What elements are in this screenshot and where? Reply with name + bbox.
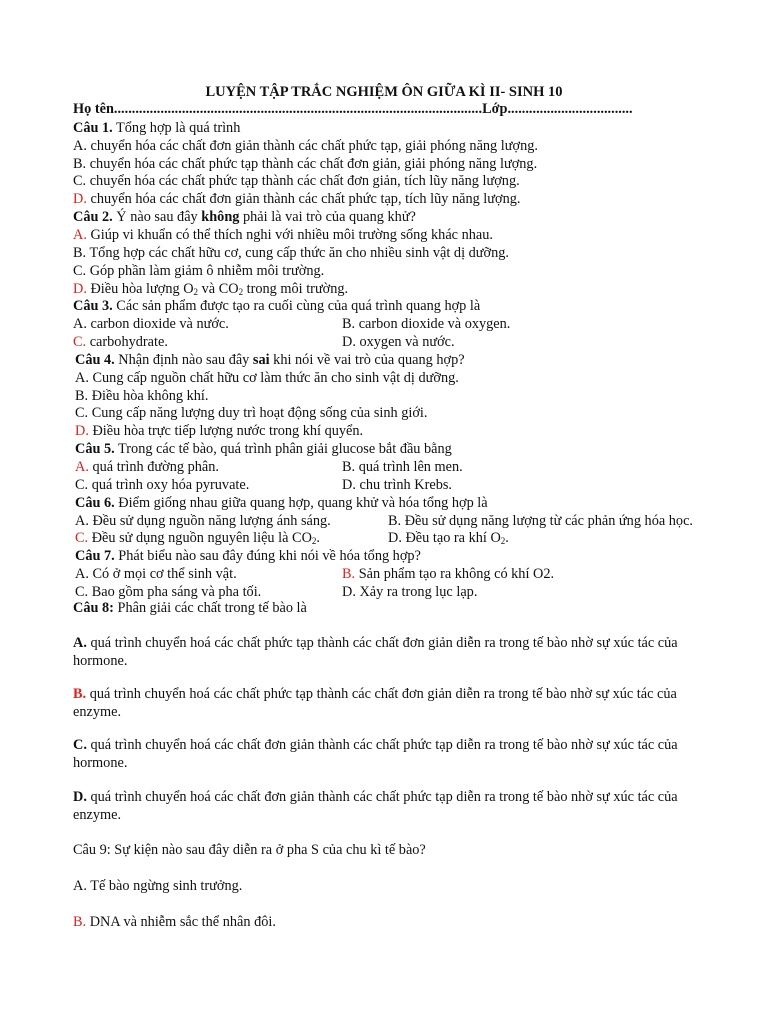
q1-option-b — [73, 156, 537, 173]
text-segment: B. — [73, 156, 87, 172]
q8-option-c-cont: hormone. — [73, 755, 128, 771]
q7-option-d — [342, 584, 477, 601]
subscript-text: 2 — [238, 287, 244, 297]
q8-option-d-cont: enzyme. — [73, 807, 122, 823]
text-segment: quá trình chuyển hoá các chất đơn giản thành các chất phức tạp diễn ra trong tế bào nhờ sự xúc tác của — [86, 737, 678, 753]
text-segment: A. — [73, 316, 87, 332]
text-segment: Đều sử dụng nguồn nguyên liệu là CO — [88, 530, 312, 546]
text-segment: Câu 5. — [75, 441, 115, 457]
text-segment: D. — [73, 191, 87, 207]
text-segment: B. — [388, 513, 402, 529]
text-segment: Tổng hợp là quá trình — [112, 120, 241, 136]
q7-option-b — [342, 566, 554, 583]
q8-option-a — [73, 635, 678, 652]
text-segment: Điều hòa lượng O — [86, 281, 194, 297]
text-segment: C. — [73, 263, 87, 279]
question-1 — [73, 120, 240, 137]
subscript-text: 2 — [500, 536, 506, 546]
text-segment: Trong các tế bào, quá trình phân giải glucose bắt đầu bằng — [114, 441, 452, 457]
text-segment: D. — [342, 584, 356, 600]
text-segment: Sản phẩm tạo ra không có khí O2. — [355, 566, 555, 582]
text-segment: Câu 6. — [75, 495, 115, 511]
subscript-text: 2 — [193, 287, 199, 297]
text-segment: chuyển hóa các chất đơn giản thành các chất phức tạp, giải phóng năng lượng. — [86, 138, 538, 154]
q1-option-c — [73, 173, 520, 190]
text-segment: chuyển hóa các chất phức tạp thành các chất đơn giản, tích lũy năng lượng. — [86, 173, 520, 189]
text-segment: C. — [75, 477, 89, 493]
q4-option-b — [75, 388, 208, 405]
text-segment: C. — [75, 405, 89, 421]
q8-option-b — [73, 686, 677, 703]
text-segment: Câu 1. — [73, 120, 113, 136]
text-segment: C. — [75, 584, 89, 600]
text-segment: Cung cấp năng lượng duy trì hoạt động sống của sinh giới. — [88, 405, 428, 421]
q2-option-b — [73, 245, 509, 262]
q3-option-d — [342, 334, 455, 351]
text-segment: không — [201, 209, 240, 225]
text-segment: Có ở mọi cơ thể sinh vật. — [88, 566, 237, 582]
text-segment: Các sản phẩm được tạo ra cuối cùng của quá trình quang hợp là — [112, 298, 481, 314]
text-segment: B. — [73, 914, 87, 930]
text-segment: Điểm giống nhau giữa quang hợp, quang khử và hóa tổng hợp là — [114, 495, 488, 511]
subscript-text: 2 — [311, 536, 317, 546]
question-9: Câu 9: Sự kiện nào sau đây diễn ra ở pha S của chu kì tế bào? — [73, 842, 426, 858]
text-segment: A. — [73, 227, 87, 243]
q3-option-b — [342, 316, 510, 333]
q9-option-a — [73, 878, 242, 895]
text-segment: Phân giải các chất trong tế bào là — [113, 600, 307, 616]
text-segment: D. — [75, 423, 89, 439]
q2-option-a — [73, 227, 493, 244]
text-segment: chuyển hóa các chất phức tạp thành các chất đơn giản, giải phóng năng lượng. — [86, 156, 538, 172]
question-2 — [73, 209, 416, 226]
text-segment: Câu 7. — [75, 548, 115, 564]
q2-option-d — [73, 281, 348, 298]
text-segment: A. — [73, 878, 87, 894]
question-3 — [73, 298, 480, 315]
text-segment: B. — [73, 245, 87, 261]
text-segment: quá trình chuyển hoá các chất đơn giản thành các chất phức tạp diễn ra trong tế bào nhờ sự xúc tác của — [86, 789, 678, 805]
q6-option-d — [388, 530, 509, 547]
text-segment: B. — [342, 566, 356, 582]
text-segment: D. — [342, 334, 356, 350]
class-field[interactable]: ................................... — [507, 101, 633, 117]
question-5 — [75, 441, 452, 458]
text-segment: C. — [73, 173, 87, 189]
text-segment: khi nói về vai trò của quang hợp? — [269, 352, 465, 368]
text-segment: C. — [75, 530, 89, 546]
text-segment: B. — [342, 459, 356, 475]
q4-option-c — [75, 405, 427, 422]
q9-option-b — [73, 914, 276, 931]
q2-option-c — [73, 263, 324, 280]
name-line — [73, 101, 633, 118]
text-segment: A. — [73, 138, 87, 154]
q7-option-c — [75, 584, 261, 601]
text-segment: D. — [73, 281, 87, 297]
text-segment: DNA và nhiễm sắc thể nhân đôi. — [86, 914, 276, 930]
text-segment: Câu 3. — [73, 298, 113, 314]
q4-option-d — [75, 423, 363, 440]
text-segment: A. — [75, 513, 89, 529]
text-segment: Góp phần làm giảm ô nhiễm môi trường. — [86, 263, 325, 279]
text-segment: sai — [252, 352, 270, 368]
text-segment: Đều tạo ra khí O — [401, 530, 501, 546]
text-segment: Bao gồm pha sáng và pha tối. — [88, 584, 262, 600]
text-segment: chu trình Krebs. — [355, 477, 452, 493]
text-segment: quá trình chuyển hoá các chất phức tạp thành các chất đơn giản diễn ra trong tế bào nhờ sự xúc tác của — [86, 686, 677, 702]
q6-option-c — [75, 530, 320, 547]
q1-option-a — [73, 138, 538, 155]
text-segment: carbon dioxide và nước. — [86, 316, 229, 332]
text-segment: Câu 2. — [73, 209, 113, 225]
text-segment: A. — [75, 370, 89, 386]
name-label: Họ tên — [73, 101, 114, 117]
question-4 — [75, 352, 465, 369]
text-segment: Nhận định nào sau đây — [114, 352, 253, 368]
text-segment: Đều sử dụng nguồn năng lượng ánh sáng. — [88, 513, 331, 529]
text-segment: Câu 4. — [75, 352, 115, 368]
text-segment: Cung cấp nguồn chất hữu cơ làm thức ăn cho sinh vật dị dưỡng. — [88, 370, 459, 386]
text-segment: B. — [75, 388, 89, 404]
q6-option-a — [75, 513, 331, 530]
text-segment: quá trình chuyển hoá các chất phức tạp thành các chất đơn giản diễn ra trong tế bào nhờ sự xúc tác của — [86, 635, 678, 651]
page-title: LUYỆN TẬP TRẮC NGHIỆM ÔN GIỮA KÌ II- SINH 10 — [205, 84, 563, 100]
q8-option-a-cont: hormone. — [73, 653, 128, 669]
text-segment: Tổng hợp các chất hữu cơ, cung cấp thức ăn cho nhiều sinh vật dị dưỡng. — [86, 245, 509, 261]
q8-option-d — [73, 789, 678, 806]
text-segment: B. — [73, 686, 87, 702]
text-segment: Điều hòa không khí. — [88, 388, 209, 404]
q6-option-b — [388, 513, 693, 530]
text-segment: Điều hòa trực tiếp lượng nước trong khí quyển. — [88, 423, 364, 439]
text-segment: Đều sử dụng năng lượng từ các phản ứng hóa học. — [401, 513, 693, 529]
q3-option-a — [73, 316, 229, 333]
text-segment: Phát biểu nào sau đây đúng khi nói về hóa tổng hợp? — [114, 548, 421, 564]
q8-option-b-cont: enzyme. — [73, 704, 122, 720]
q4-option-a — [75, 370, 459, 387]
text-segment: phải là vai trò của quang khử? — [239, 209, 416, 225]
class-label: Lớp — [482, 101, 508, 117]
text-segment: quá trình lên men. — [355, 459, 463, 475]
text-segment: . — [505, 530, 509, 546]
text-segment: chuyển hóa các chất đơn giản thành các chất phức tạp, tích lũy năng lượng. — [86, 191, 521, 207]
question-7 — [75, 548, 421, 565]
q5-option-b — [342, 459, 463, 476]
name-field[interactable]: ....................................................................................................... — [113, 101, 483, 117]
q5-option-d — [342, 477, 452, 494]
text-segment: quá trình oxy hóa pyruvate. — [88, 477, 250, 493]
q1-option-d — [73, 191, 520, 208]
text-segment: C. — [73, 737, 87, 753]
q7-option-a — [75, 566, 237, 583]
text-segment: C. — [73, 334, 87, 350]
text-segment: trong môi trường. — [243, 281, 349, 297]
q5-option-c — [75, 477, 249, 494]
q8-option-c — [73, 737, 678, 754]
text-segment: carbon dioxide và oxygen. — [355, 316, 511, 332]
text-segment: A. — [75, 459, 89, 475]
text-segment: D. — [73, 789, 87, 805]
q3-option-c — [73, 334, 168, 351]
text-segment: B. — [342, 316, 356, 332]
text-segment: Tế bào ngừng sinh trưởng. — [86, 878, 243, 894]
question-8 — [73, 600, 307, 617]
text-segment: Câu 8: — [73, 600, 114, 616]
text-segment: và CO — [198, 281, 239, 297]
question-6 — [75, 495, 488, 512]
text-segment: Giúp vi khuẩn có thể thích nghi với nhiều môi trường sống khác nhau. — [86, 227, 493, 243]
text-segment: Ý nào sau đây — [112, 209, 202, 225]
text-segment: A. — [75, 566, 89, 582]
text-segment: carbohydrate. — [86, 334, 168, 350]
text-segment: quá trình đường phân. — [88, 459, 219, 475]
q5-option-a — [75, 459, 219, 476]
text-segment: . — [316, 530, 320, 546]
text-segment: oxygen và nước. — [355, 334, 455, 350]
text-segment: D. — [342, 477, 356, 493]
text-segment: D. — [388, 530, 402, 546]
text-segment: Xảy ra trong lục lạp. — [355, 584, 478, 600]
text-segment: A. — [73, 635, 87, 651]
